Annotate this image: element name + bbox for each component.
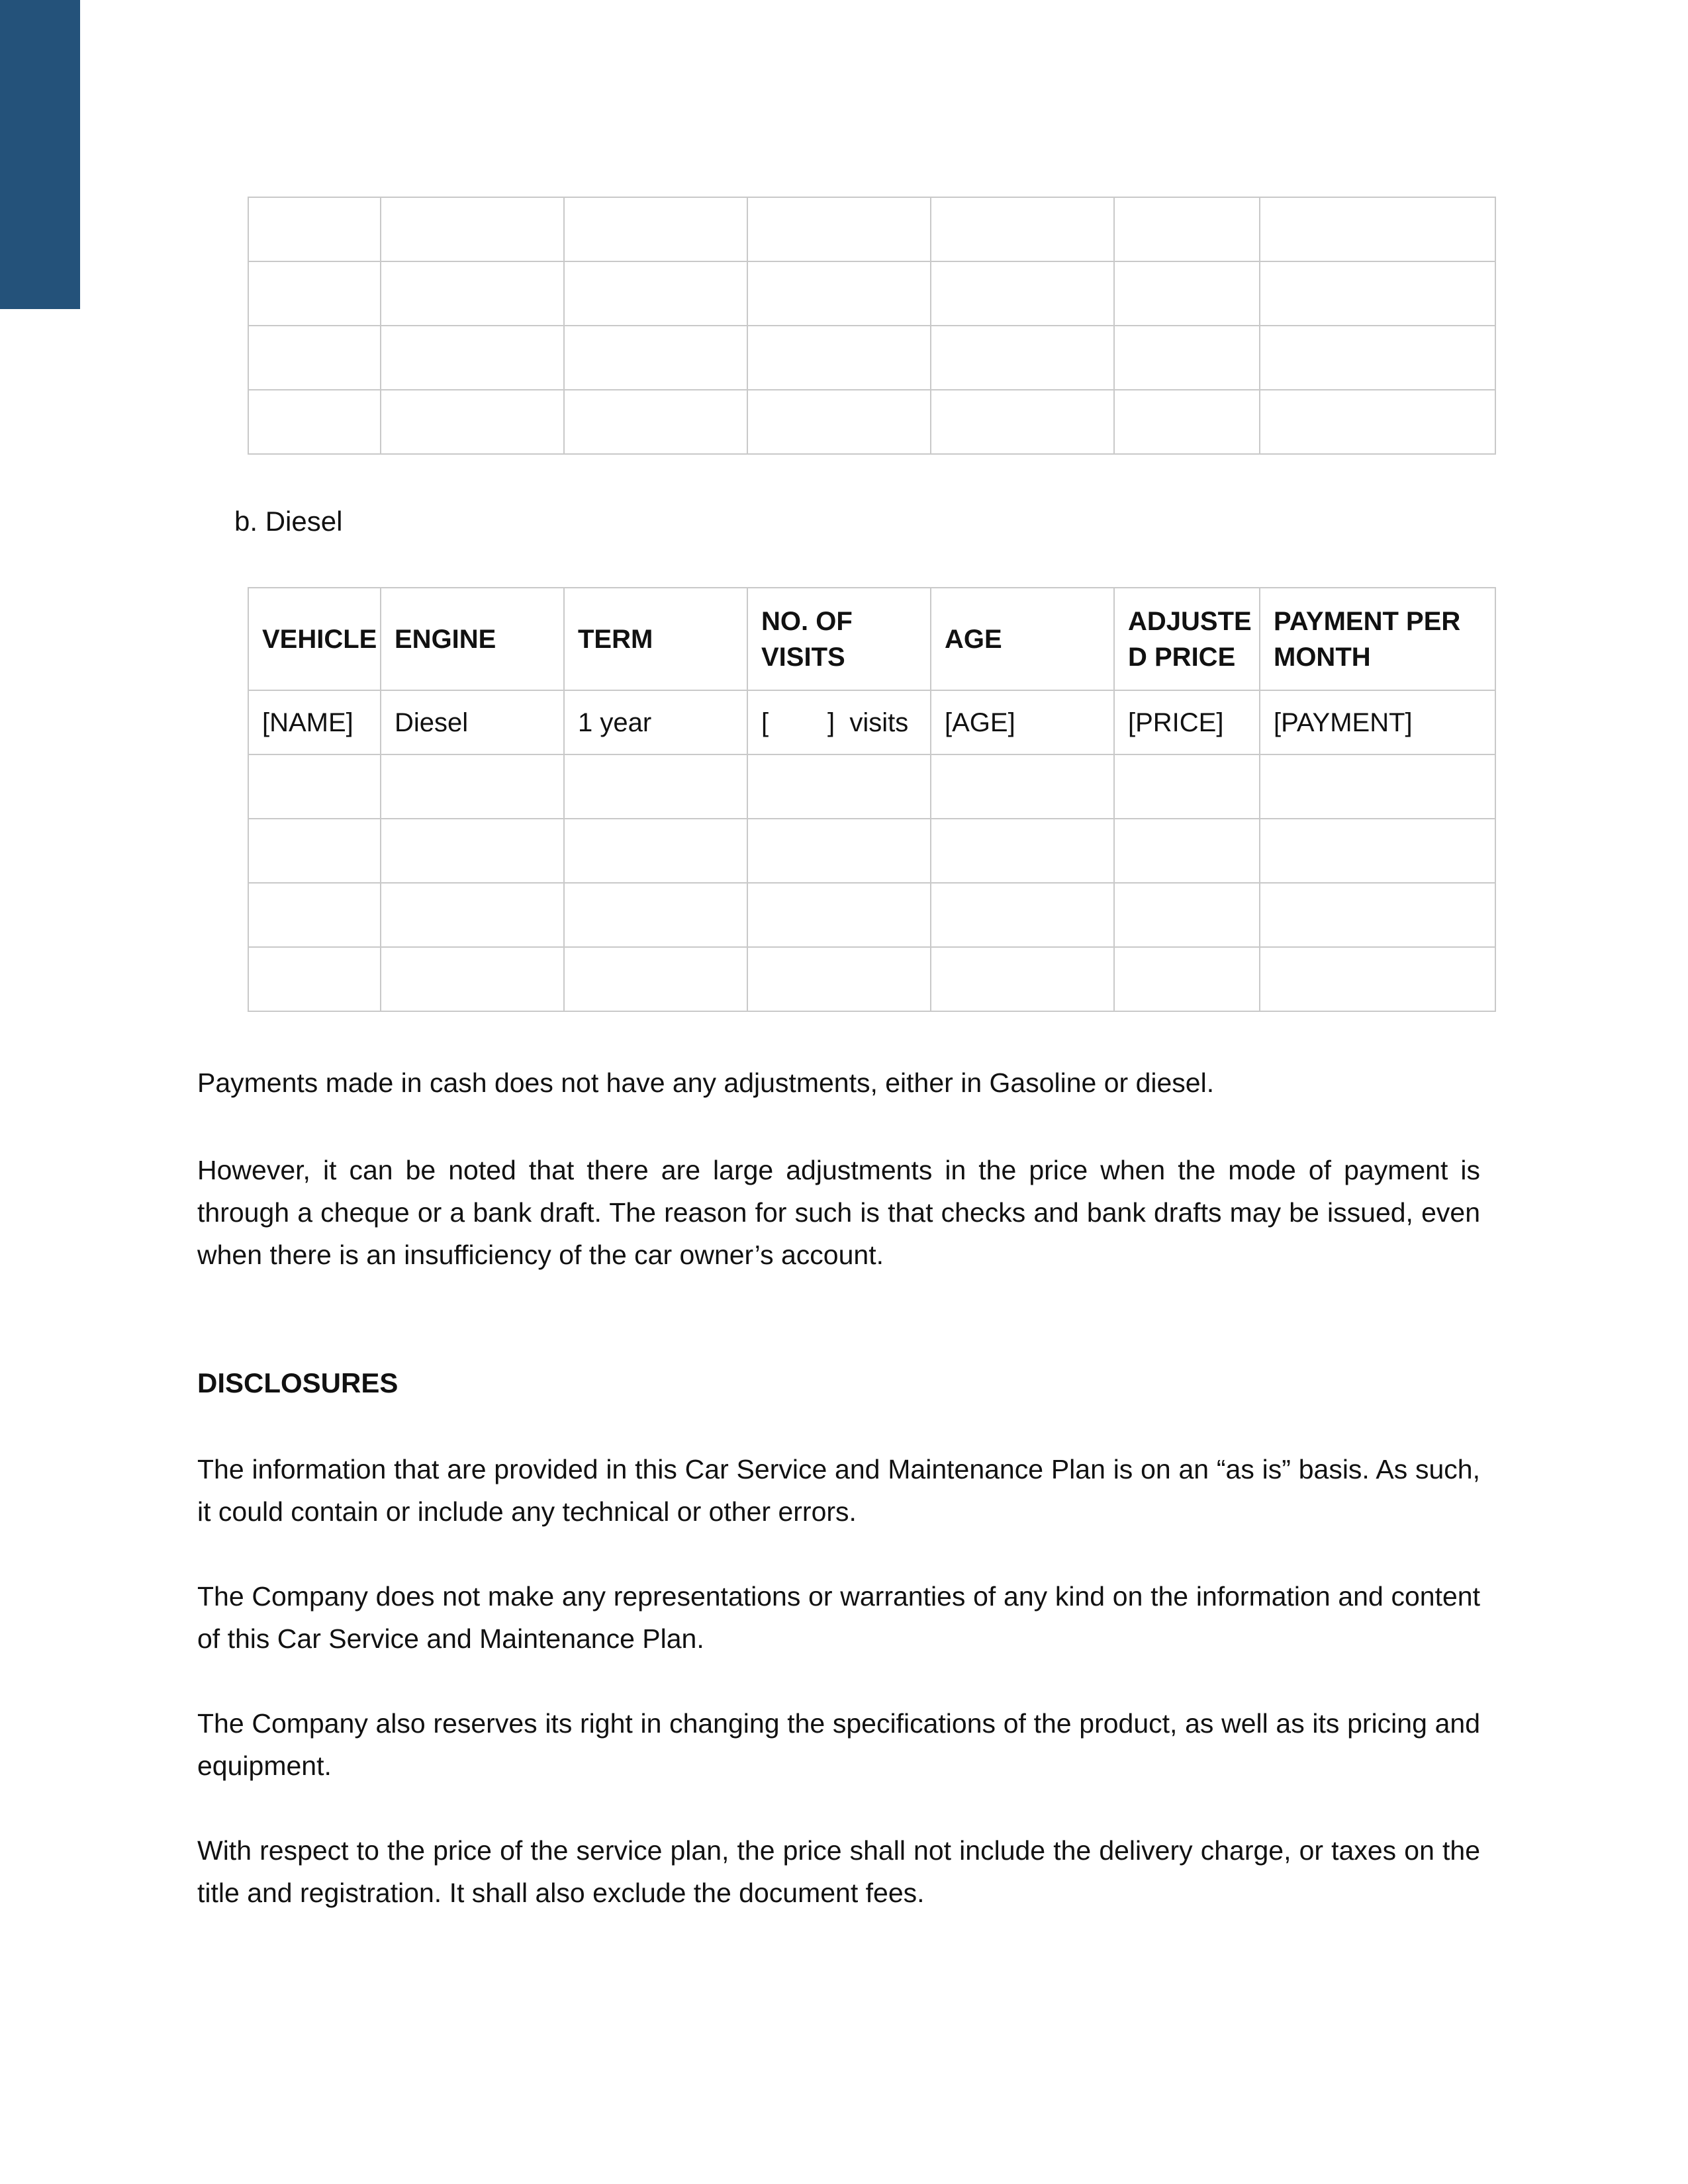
paragraph-cheque: However, it can be noted that there are large adjustments in the price when the mode of payment is through a cheque or a bank draft. The reason for such is that checks and bank drafts may be issued, even when there is an insufficiency of the car owner’s account. bbox=[197, 1155, 1480, 1270]
cell-age: [AGE] bbox=[931, 690, 1114, 754]
table-row bbox=[248, 261, 1495, 326]
cell-term: 1 year bbox=[564, 690, 747, 754]
section-b-label: b. Diesel bbox=[234, 506, 343, 537]
table-row bbox=[248, 947, 1495, 1011]
cell-visits bbox=[747, 690, 931, 754]
disclosures-heading: DISCLOSURES bbox=[197, 1367, 399, 1398]
table-row bbox=[248, 690, 1495, 754]
cell-payment: [PAYMENT] bbox=[1260, 690, 1495, 754]
side-accent-bar bbox=[0, 0, 80, 309]
table-row bbox=[248, 326, 1495, 390]
header-vehicle: VEHICLE bbox=[248, 588, 381, 690]
paragraph-warranties: The Company does not make any representations or warranties of any kind on the information and content of this Car Service and Maintenance Plan. bbox=[197, 1581, 1480, 1654]
cell-engine: Diesel bbox=[381, 690, 564, 754]
paragraph-cash: Payments made in cash does not have any adjustments, either in Gasoline or diesel. bbox=[197, 1068, 1215, 1098]
table-row bbox=[248, 883, 1495, 947]
table-row bbox=[248, 390, 1495, 454]
paragraph-as-is: The information that are provided in this Car Service and Maintenance Plan is on an “as is” basis. As such, it could contain or include any technical or other errors. bbox=[197, 1454, 1480, 1527]
diesel-table bbox=[248, 587, 1496, 1012]
table-row bbox=[248, 754, 1495, 819]
table-row bbox=[248, 819, 1495, 883]
header-payment-per-month: PAYMENT PER MONTH bbox=[1260, 588, 1495, 690]
header-adjusted-price: ADJUSTE D PRICE bbox=[1114, 588, 1260, 690]
header-age: AGE bbox=[931, 588, 1114, 690]
paragraph-reserves: The Company also reserves its right in changing the specifications of the product, as well as its pricing and equipment. bbox=[197, 1708, 1480, 1781]
header-no-of-visits: NO. OF VISITS bbox=[747, 588, 931, 690]
cell-vehicle: [NAME] bbox=[248, 690, 381, 754]
paragraph-price: With respect to the price of the service plan, the price shall not include the delivery charge, or taxes on the title and registration. It shall also exclude the document fees. bbox=[197, 1835, 1480, 1908]
table-header-row bbox=[248, 588, 1495, 690]
header-term: TERM bbox=[564, 588, 747, 690]
header-engine: ENGINE bbox=[381, 588, 564, 690]
cell-visits-text: [ ] visits bbox=[761, 707, 909, 737]
cell-price: [PRICE] bbox=[1114, 690, 1260, 754]
table-row bbox=[248, 197, 1495, 261]
gasoline-table-continued bbox=[248, 197, 1496, 455]
